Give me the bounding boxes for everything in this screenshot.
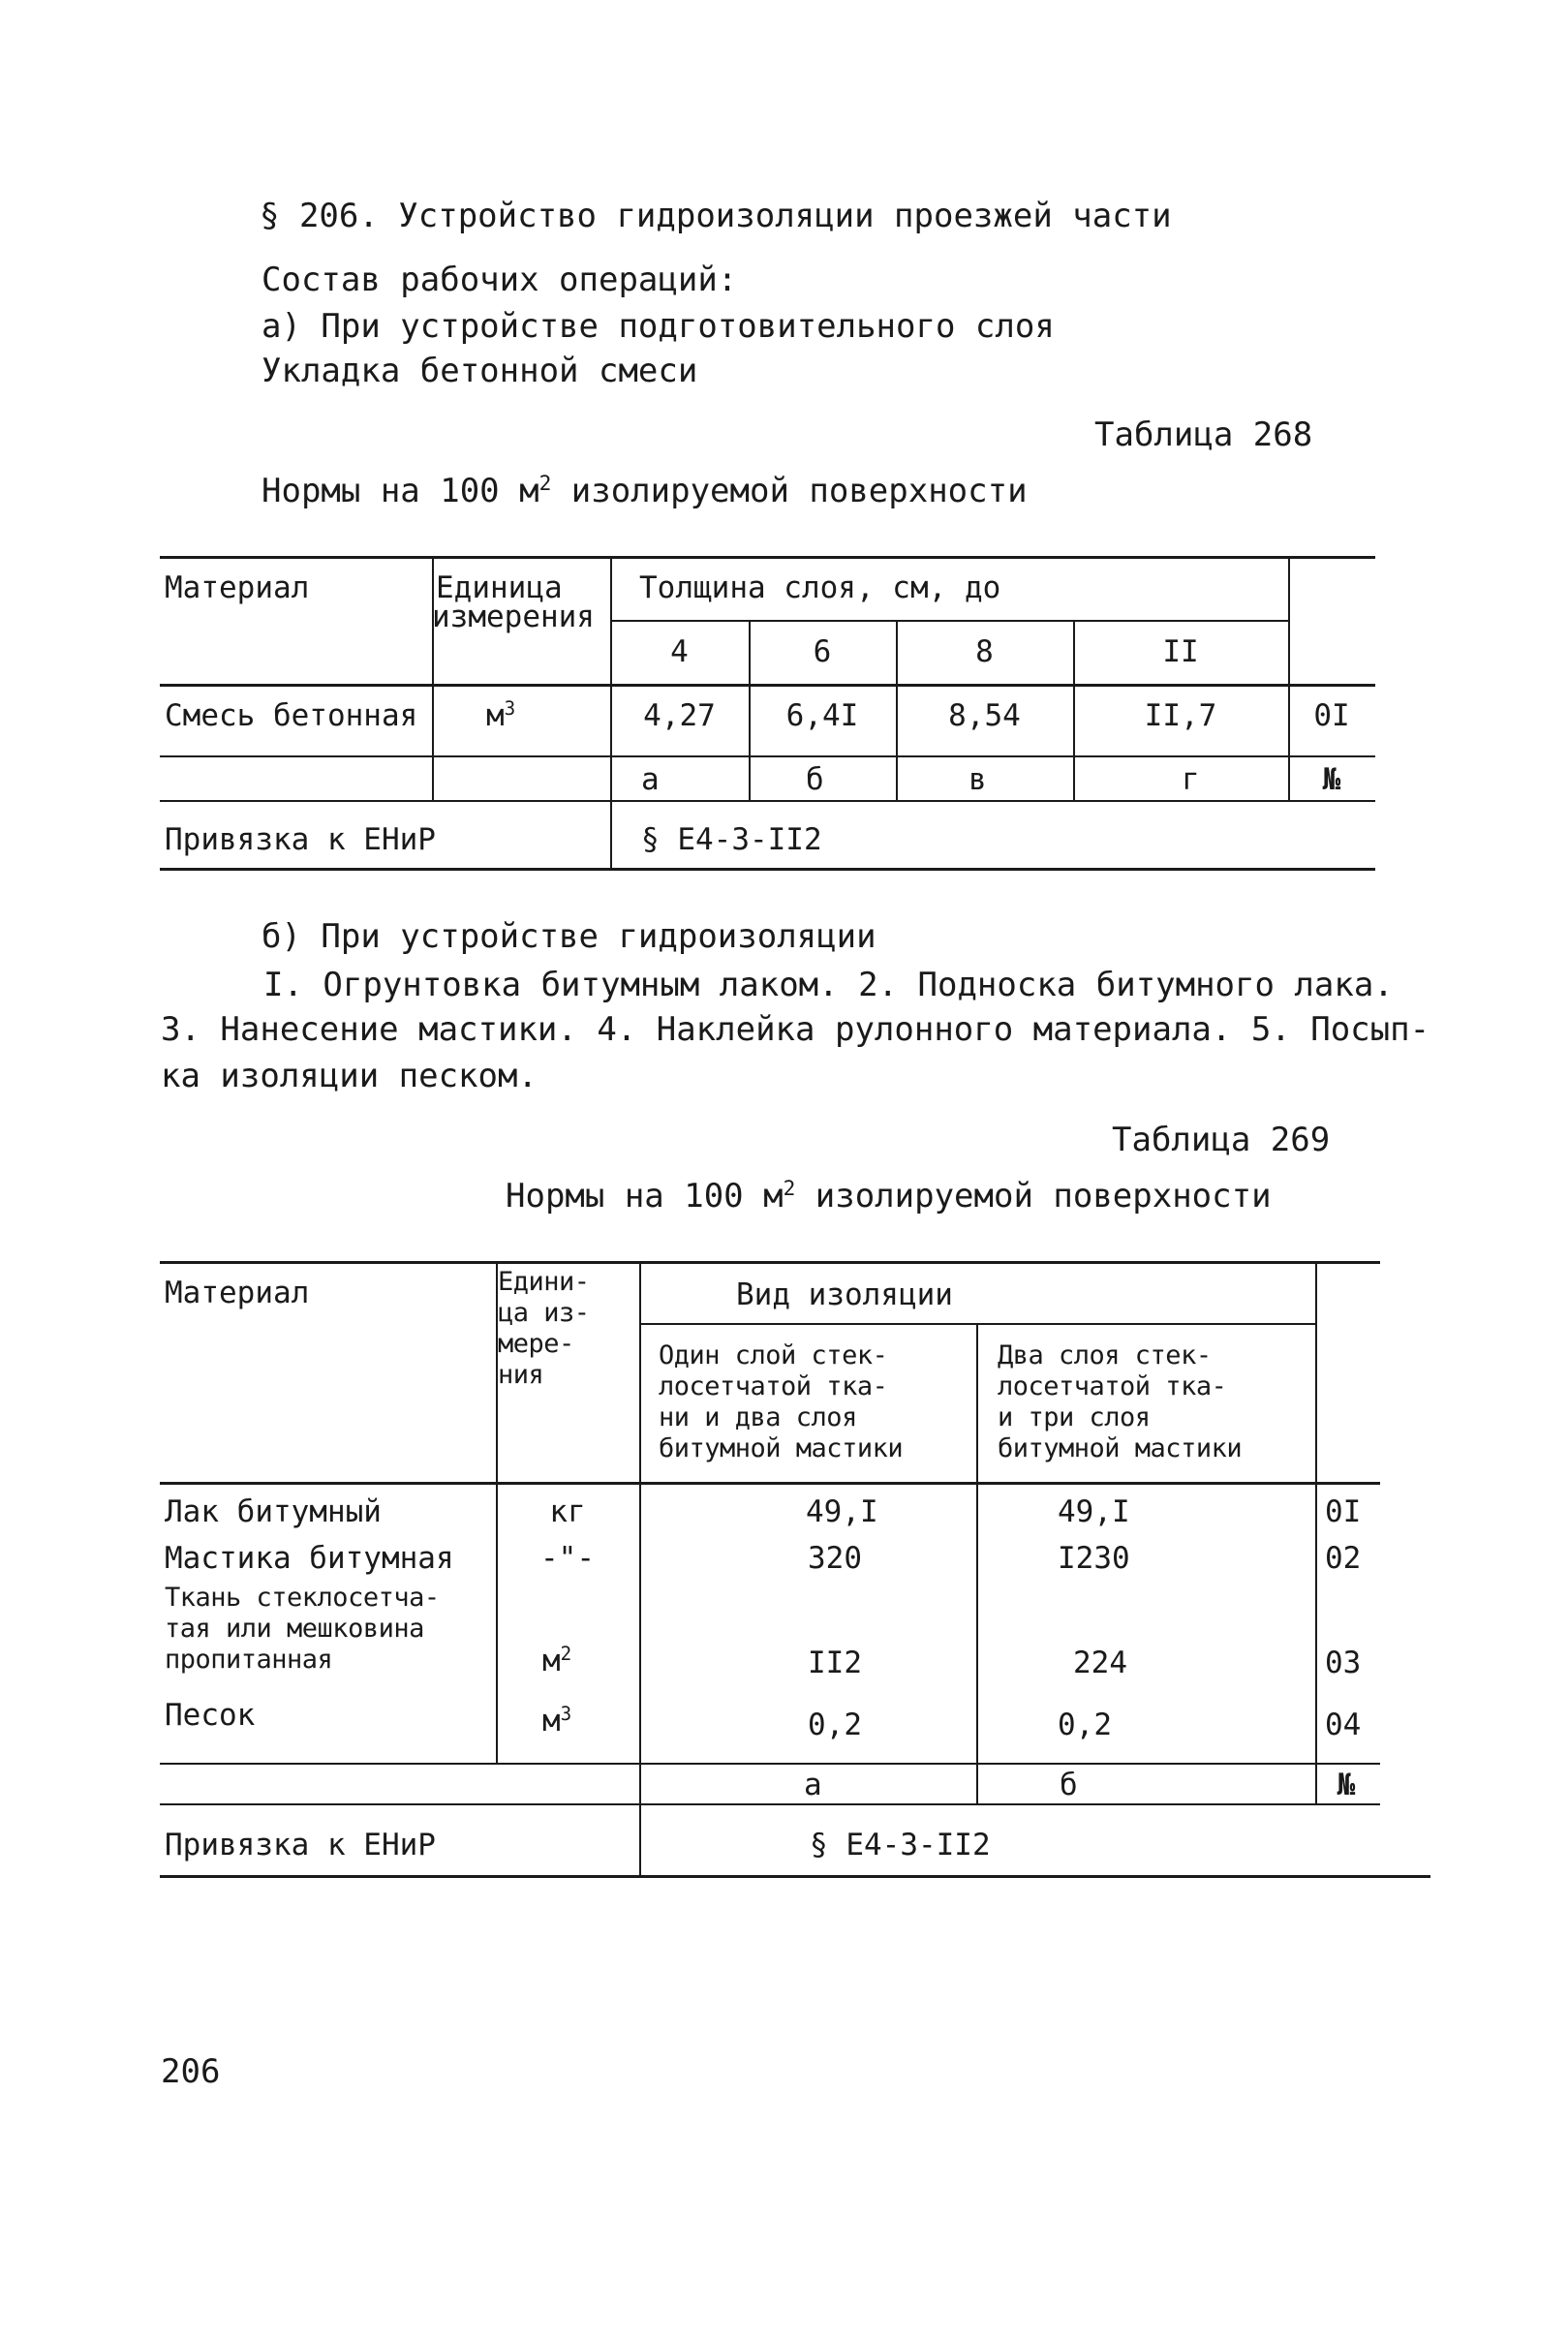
table-269-label: Таблица 269 bbox=[1112, 1121, 1331, 1159]
t268-letter-c: в bbox=[968, 762, 987, 797]
t269-row2-unit: -"- bbox=[540, 1541, 595, 1576]
t268-value-a: 4,27 bbox=[643, 698, 716, 733]
t269-body-rule bbox=[160, 1763, 1380, 1765]
t268-letter-b: б bbox=[806, 762, 824, 797]
t269-row4-name: Песок bbox=[165, 1698, 256, 1733]
t269-vline-3 bbox=[976, 1323, 978, 1803]
t269-row3-name-1: Ткань стеклосетча- bbox=[165, 1583, 440, 1613]
t268-no-sign: № bbox=[1322, 762, 1341, 797]
t268-vline-1 bbox=[432, 556, 434, 800]
t269-row4-b: 0,2 bbox=[1058, 1708, 1112, 1742]
subsection-b-line2: 3. Нанесение мастики. 4. Наклейка рулонного материала. 5. Посып- bbox=[161, 1010, 1430, 1049]
t269-group-rule bbox=[639, 1323, 1317, 1325]
subsection-a-title: а) При устройстве подготовительного слоя bbox=[261, 307, 1055, 346]
t269-row3-name-3: пропитанная bbox=[165, 1645, 333, 1675]
t269-col-unit-1: Едини- bbox=[498, 1267, 590, 1297]
t268-thickness-11: II bbox=[1162, 634, 1199, 669]
section-heading: § 206. Устройство гидроизоляции проезжей части bbox=[260, 197, 1172, 235]
t269-binding-value: § Е4-3-II2 bbox=[810, 1828, 991, 1862]
t268-row-rule bbox=[160, 755, 1375, 757]
t269-vline-4 bbox=[1315, 1261, 1317, 1803]
t269-row1-unit: кг bbox=[549, 1494, 586, 1529]
t268-top-rule bbox=[160, 556, 1375, 559]
t268-row-name: Смесь бетонная bbox=[165, 698, 418, 733]
t268-binding-value: § Е4-3-II2 bbox=[641, 822, 822, 857]
t268-letter-a: а bbox=[641, 762, 660, 797]
t269-vline-2 bbox=[639, 1261, 641, 1875]
t268-vline-6 bbox=[1288, 556, 1290, 800]
subsection-b-line3: ка изоляции песком. bbox=[161, 1057, 538, 1095]
t269-col-a-2: лосетчатой тка- bbox=[659, 1371, 888, 1401]
table-269-norms-caption: Нормы на 100 $м^2$ изолируемой поверхности bbox=[506, 1176, 1272, 1216]
t269-row4-code: 04 bbox=[1325, 1708, 1362, 1742]
t269-header-rule bbox=[160, 1482, 1380, 1485]
t269-row3-a: II2 bbox=[808, 1646, 862, 1680]
t269-letter-b: б bbox=[1060, 1768, 1078, 1802]
t269-row3-code: 03 bbox=[1325, 1646, 1362, 1680]
table-268-norms-caption: Нормы на 100 $м^2$ изолируемой поверхности bbox=[261, 471, 1028, 510]
t268-col-material: Материал bbox=[165, 570, 310, 605]
t269-row1-name: Лак битумный bbox=[165, 1494, 382, 1529]
t269-row3-name-2: тая или мешковина bbox=[165, 1614, 424, 1644]
t269-row2-a: 320 bbox=[808, 1541, 862, 1576]
t269-row2-code: 02 bbox=[1325, 1541, 1362, 1576]
t269-row1-a: 49,I bbox=[806, 1494, 878, 1529]
subsection-b-title: б) При устройстве гидроизоляции bbox=[261, 917, 876, 956]
t269-row4-a: 0,2 bbox=[808, 1708, 862, 1742]
t268-letter-d: г bbox=[1182, 762, 1200, 797]
t268-group-rule bbox=[610, 620, 1288, 622]
t268-value-d: II,7 bbox=[1144, 698, 1217, 733]
t269-col-b-2: лосетчатой тка- bbox=[998, 1371, 1227, 1401]
t269-row2-name: Мастика битумная bbox=[165, 1541, 454, 1576]
t268-thickness-6: 6 bbox=[813, 634, 832, 669]
t268-value-b: 6,4I bbox=[785, 698, 859, 733]
table-268-label: Таблица 268 bbox=[1094, 415, 1313, 454]
t269-row1-code: 0I bbox=[1325, 1494, 1362, 1529]
t268-letters-rule bbox=[160, 800, 1375, 802]
t268-row-code: 0I bbox=[1313, 698, 1350, 733]
t268-value-c: 8,54 bbox=[948, 698, 1021, 733]
t269-binding-label: Привязка к ЕНиР bbox=[165, 1828, 436, 1862]
t268-thickness-8: 8 bbox=[975, 634, 994, 669]
t269-no-sign: № bbox=[1337, 1768, 1356, 1802]
t269-col-a-3: ни и два слоя bbox=[659, 1402, 857, 1432]
t269-col-unit-4: ния bbox=[498, 1360, 544, 1390]
t269-col-a-1: Один слой стек- bbox=[659, 1340, 888, 1370]
t268-col-unit-line1: Единица bbox=[436, 570, 563, 605]
t269-row3-unit: $м^2$ bbox=[542, 1643, 572, 1678]
t268-bottom-rule bbox=[160, 868, 1375, 871]
t268-col-unit-line2: измерения bbox=[432, 600, 595, 634]
t269-col-b-3: и три слоя bbox=[998, 1402, 1151, 1432]
t269-col-material: Материал bbox=[165, 1276, 310, 1310]
t268-col-thickness: Толщина слоя, см, до bbox=[639, 570, 1001, 605]
page-number: 206 bbox=[161, 2052, 221, 2091]
t269-row3-b: 224 bbox=[1073, 1646, 1127, 1680]
t268-thickness-4: 4 bbox=[670, 634, 689, 669]
subsection-a-operations: Укладка бетонной смеси bbox=[261, 352, 698, 390]
t269-col-unit-2: ца из- bbox=[498, 1298, 590, 1328]
subsection-b-line1: I. Огрунтовка битумным лаком. 2. Подноска битумного лака. bbox=[263, 966, 1394, 1004]
t269-col-b-4: битумной мастики bbox=[998, 1433, 1243, 1463]
t269-row4-unit: $м^3$ bbox=[542, 1703, 572, 1739]
t269-bottom-rule bbox=[160, 1875, 1430, 1878]
t268-header-rule bbox=[160, 684, 1375, 687]
t269-letter-a: а bbox=[804, 1768, 822, 1802]
t269-col-a-4: битумной мастики bbox=[659, 1433, 904, 1463]
t269-letters-rule bbox=[160, 1803, 1380, 1805]
t269-col-b-1: Два слоя стек- bbox=[998, 1340, 1212, 1370]
t269-top-rule bbox=[160, 1261, 1380, 1264]
t269-col-unit-3: мере- bbox=[498, 1329, 574, 1359]
t269-col-group: Вид изоляции bbox=[736, 1277, 953, 1312]
t269-row2-b: I230 bbox=[1058, 1541, 1130, 1576]
t268-binding-label: Привязка к ЕНиР bbox=[165, 822, 436, 857]
t269-row1-b: 49,I bbox=[1058, 1494, 1130, 1529]
operations-title: Состав рабочих операций: bbox=[261, 261, 738, 299]
t268-row-unit: $м^3$ bbox=[486, 697, 516, 733]
